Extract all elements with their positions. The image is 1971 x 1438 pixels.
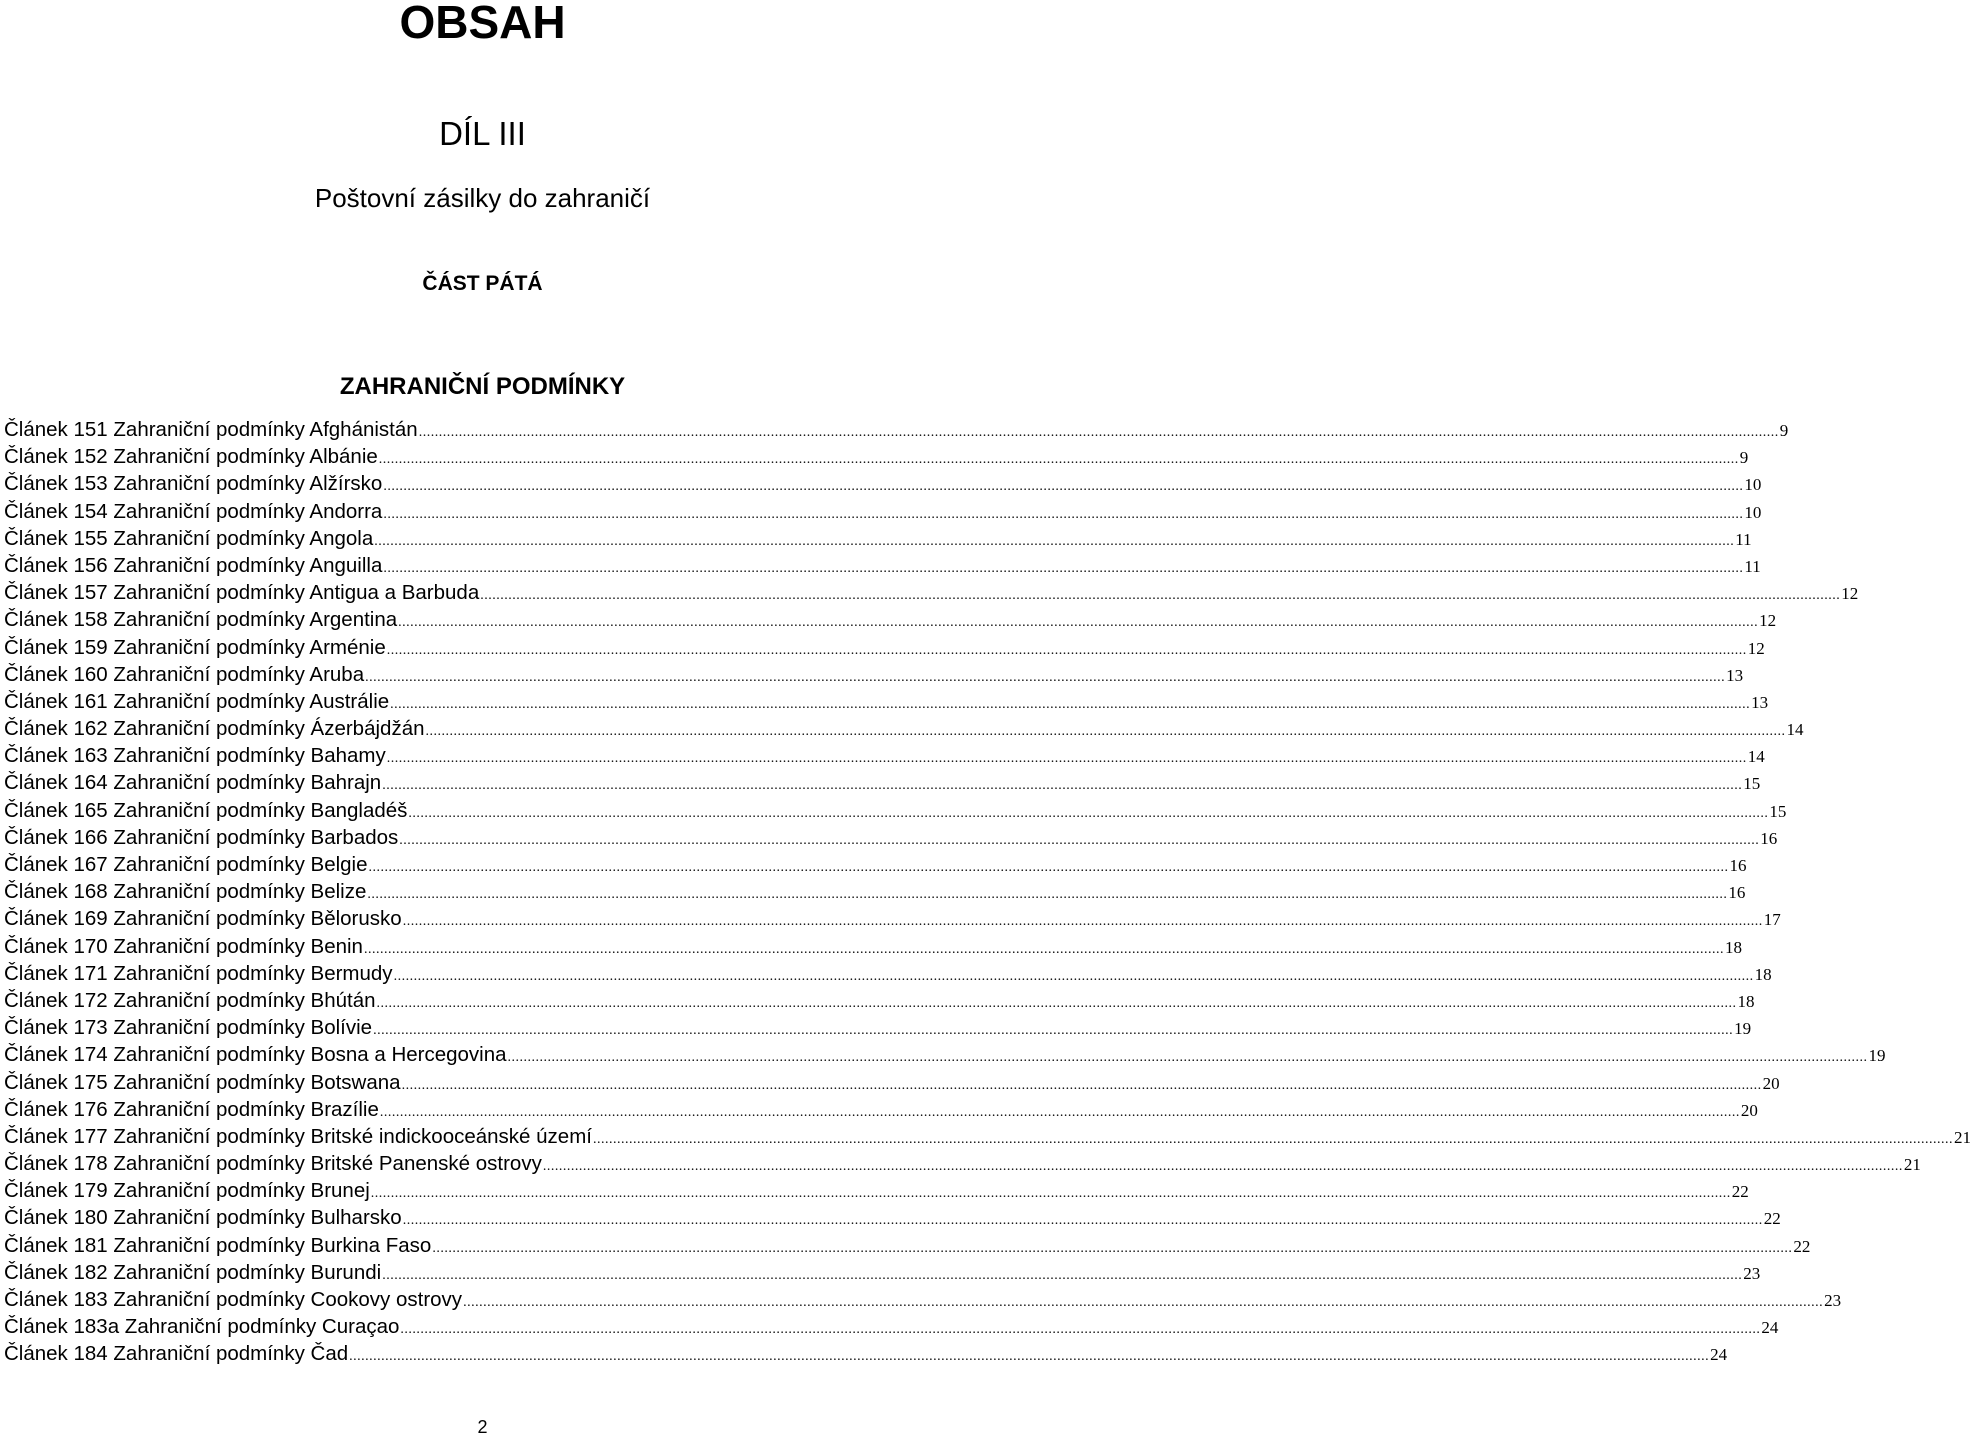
- toc-entry-title: Článek 166 Zahraniční podmínky Barbados: [4, 825, 399, 849]
- toc-entry-title: Článek 159 Zahraniční podmínky Arménie: [4, 635, 386, 659]
- toc-dot-leader: [349, 1343, 1709, 1370]
- toc-entry-title: Článek 164 Zahraniční podmínky Bahrajn: [4, 771, 382, 795]
- toc-dot-leader: [403, 1207, 1763, 1234]
- toc-entry-title: Článek 151 Zahraniční podmínky Afghánistán: [4, 418, 418, 441]
- toc-entry[interactable]: [4, 797, 1787, 824]
- toc-entry[interactable]: [4, 498, 1762, 525]
- toc-entry[interactable]: [4, 470, 1762, 497]
- toc-entry[interactable]: [4, 851, 1747, 878]
- toc-entry-page: 14: [1786, 720, 1804, 740]
- toc-entry[interactable]: [4, 1096, 1758, 1123]
- page-number: 2: [477, 1417, 488, 1437]
- part-heading: DÍL III: [439, 115, 526, 152]
- toc-entry[interactable]: [4, 1232, 1811, 1259]
- toc-entry-page: 17: [1763, 910, 1781, 930]
- toc-entry-page: 19: [1868, 1046, 1886, 1066]
- toc-dot-leader: [379, 446, 1739, 473]
- toc-entry[interactable]: [4, 661, 1744, 688]
- toc-entry-title: Článek 169 Zahraniční podmínky Bělorusko: [4, 907, 402, 931]
- toc-entry-title: Článek 158 Zahraniční podmínky Argentina: [4, 608, 398, 632]
- toc-dot-leader: [419, 419, 1779, 446]
- toc-entry-title: Článek 160 Zahraniční podmínky Aruba: [4, 662, 365, 686]
- toc-entry[interactable]: [4, 1177, 1749, 1204]
- toc-entry[interactable]: [4, 1204, 1781, 1231]
- toc-entry[interactable]: [4, 715, 1804, 742]
- toc-dot-leader: [593, 1126, 1953, 1153]
- document-title: OBSAH: [399, 0, 566, 48]
- toc-entry-page: 11: [1735, 529, 1752, 549]
- toc-entry-page: 22: [1763, 1209, 1781, 1229]
- toc-dot-leader: [402, 1072, 1762, 1099]
- toc-entry-title: Článek 156 Zahraniční podmínky Anguilla: [4, 553, 383, 577]
- toc-entry-page: 22: [1731, 1182, 1749, 1202]
- toc-entry-page: 16: [1728, 883, 1746, 903]
- toc-entry-page: 18: [1737, 991, 1755, 1011]
- toc-entry[interactable]: [4, 443, 1749, 470]
- section-heading: ČÁST PÁTÁ: [422, 272, 543, 295]
- toc-entry-title: Článek 176 Zahraniční podmínky Brazílie: [4, 1097, 379, 1121]
- toc-entry[interactable]: [4, 579, 1859, 606]
- toc-dot-leader: [364, 936, 1724, 963]
- toc-dot-leader: [373, 1017, 1733, 1044]
- toc-entry-title: Článek 182 Zahraniční podmínky Burundi: [4, 1260, 382, 1284]
- toc-entry-title: Článek 178 Zahraniční podmínky Britské Panenské ostrovy: [4, 1152, 542, 1176]
- toc-entry[interactable]: [4, 1069, 1780, 1096]
- toc-entry-page: 21: [1903, 1155, 1921, 1175]
- toc-entry-page: 20: [1740, 1100, 1758, 1120]
- toc-entry-title: Článek 157 Zahraniční podmínky Antigua a Barbuda: [4, 581, 480, 605]
- toc-entry[interactable]: [4, 1286, 1842, 1313]
- toc-dot-leader: [390, 691, 1750, 718]
- toc-entry[interactable]: [4, 1041, 1886, 1068]
- toc-entry[interactable]: [4, 1014, 1752, 1041]
- toc-entry-title: Článek 174 Zahraniční podmínky Bosna a Hercegovina: [4, 1043, 507, 1067]
- toc-entry-title: Článek 175 Zahraniční podmínky Botswana: [4, 1070, 401, 1094]
- toc-entry-page: 18: [1754, 964, 1772, 984]
- toc-entry-title: Článek 170 Zahraniční podmínky Benin: [4, 934, 363, 958]
- toc-entry[interactable]: [4, 1340, 1728, 1367]
- toc-entry[interactable]: [4, 1259, 1761, 1286]
- toc-entry-page: 10: [1744, 475, 1762, 495]
- toc-entry-page: 20: [1762, 1073, 1780, 1093]
- toc-entry-page: 23: [1743, 1263, 1761, 1283]
- toc-entry-page: 21: [1953, 1127, 1971, 1147]
- toc-dot-leader: [426, 718, 1786, 745]
- toc-entry-title: Článek 162 Zahraniční podmínky Ázerbájdžán: [4, 717, 425, 741]
- toc-entry[interactable]: [4, 606, 1777, 633]
- toc-dot-leader: [374, 528, 1734, 555]
- toc-entry-page: 12: [1759, 611, 1777, 631]
- toc-entry-title: Článek 161 Zahraniční podmínky Austrálie: [4, 689, 390, 713]
- toc-dot-leader: [383, 473, 1743, 500]
- toc-entry-title: Článek 165 Zahraniční podmínky Bangladéš: [4, 798, 408, 822]
- toc-dot-leader: [508, 1044, 1868, 1071]
- toc-entry-page: 12: [1747, 638, 1765, 658]
- toc-entry-page: 24: [1710, 1345, 1728, 1365]
- toc-entry[interactable]: [4, 525, 1752, 552]
- toc-entry-page: 12: [1841, 584, 1859, 604]
- toc-entry[interactable]: [4, 824, 1778, 851]
- toc-entry[interactable]: [4, 1313, 1779, 1340]
- toc-entry[interactable]: [4, 769, 1761, 796]
- toc-entry-page: 24: [1761, 1318, 1779, 1338]
- toc-entry-page: 19: [1734, 1019, 1752, 1039]
- toc-entry-title: Článek 152 Zahraniční podmínky Albánie: [4, 445, 378, 469]
- toc-entry-title: Článek 154 Zahraniční podmínky Andorra: [4, 499, 383, 523]
- toc-entry-page: 14: [1747, 747, 1765, 767]
- toc-dot-leader: [377, 990, 1737, 1017]
- toc-dot-leader: [380, 1099, 1740, 1126]
- toc-entry-title: Článek 181 Zahraniční podmínky Burkina Faso: [4, 1233, 432, 1257]
- toc-entry-page: 10: [1744, 502, 1762, 522]
- toc-entry-page: 23: [1824, 1291, 1842, 1310]
- toc-dot-leader: [365, 664, 1725, 691]
- toc-entry-title: Článek 163 Zahraniční podmínky Bahamy: [4, 744, 386, 768]
- toc-entry-title: Článek 172 Zahraniční podmínky Bhútán: [4, 988, 376, 1012]
- toc-entry[interactable]: [4, 933, 1742, 960]
- toc-entry[interactable]: [4, 987, 1755, 1014]
- toc-entry-page: 13: [1726, 665, 1744, 685]
- toc-entry-title: Článek 179 Zahraniční podmínky Brunej: [4, 1179, 370, 1203]
- toc-dot-leader: [543, 1153, 1903, 1180]
- toc-entry-title: Článek 183 Zahraniční podmínky Cookovy ostrovy: [4, 1288, 463, 1311]
- toc-dot-leader: [382, 1262, 1742, 1289]
- toc-entry[interactable]: [4, 1123, 1971, 1150]
- toc-entry-title: Článek 180 Zahraniční podmínky Bulharsko: [4, 1206, 402, 1230]
- toc-dot-leader: [394, 963, 1754, 990]
- toc-dot-leader: [399, 827, 1759, 854]
- toc-entry[interactable]: [4, 552, 1761, 579]
- toc-dot-leader: [432, 1235, 1792, 1262]
- table-of-contents: [4, 416, 1971, 1368]
- toc-dot-leader: [382, 772, 1742, 799]
- toc-dot-leader: [463, 1289, 1823, 1316]
- toc-dot-leader: [408, 800, 1768, 827]
- toc-entry-title: Článek 168 Zahraniční podmínky Belize: [4, 880, 367, 904]
- chapter-heading: ZAHRANIČNÍ PODMÍNKY: [339, 373, 626, 400]
- toc-dot-leader: [400, 1316, 1760, 1343]
- toc-entry-title: Článek 167 Zahraniční podmínky Belgie: [4, 853, 368, 876]
- toc-entry-title: Článek 184 Zahraniční podmínky Čad: [4, 1342, 349, 1366]
- toc-entry-title: Článek 183a Zahraniční podmínky Curaçao: [4, 1315, 400, 1339]
- toc-entry-title: Článek 173 Zahraniční podmínky Bolívie: [4, 1016, 373, 1040]
- toc-dot-leader: [367, 881, 1727, 908]
- toc-entry-title: Článek 155 Zahraniční podmínky Angola: [4, 526, 374, 550]
- toc-entry[interactable]: [4, 878, 1746, 905]
- toc-entry-page: 22: [1793, 1236, 1811, 1256]
- toc-entry[interactable]: [4, 634, 1765, 661]
- toc-entry-page: 9: [1779, 421, 1789, 440]
- toc-entry-page: 16: [1760, 828, 1778, 848]
- toc-entry-title: Článek 177 Zahraniční podmínky Britské indickooceánské území: [4, 1124, 592, 1148]
- toc-entry-title: Článek 171 Zahraniční podmínky Bermudy: [4, 961, 393, 985]
- toc-entry[interactable]: [4, 960, 1772, 987]
- toc-dot-leader: [383, 555, 1743, 582]
- toc-entry-page: 15: [1769, 801, 1787, 821]
- toc-dot-leader: [387, 745, 1747, 772]
- toc-dot-leader: [403, 908, 1763, 935]
- toc-entry-page: 9: [1739, 448, 1749, 468]
- toc-entry-page: 18: [1724, 937, 1742, 957]
- toc-dot-leader: [369, 854, 1729, 881]
- toc-entry-title: Článek 153 Zahraniční podmínky Alžírsko: [4, 472, 383, 496]
- toc-entry[interactable]: [4, 688, 1769, 715]
- toc-entry[interactable]: [4, 1150, 1921, 1177]
- toc-entry[interactable]: [4, 742, 1765, 769]
- toc-entry-page: 16: [1729, 856, 1747, 875]
- toc-entry-page: 11: [1744, 556, 1761, 576]
- toc-dot-leader: [398, 609, 1758, 636]
- toc-entry[interactable]: [4, 416, 1789, 443]
- toc-dot-leader: [387, 637, 1747, 664]
- toc-entry[interactable]: [4, 905, 1781, 932]
- part-subtitle: Poštovní zásilky do zahraničí: [314, 183, 651, 213]
- toc-dot-leader: [371, 1180, 1731, 1207]
- toc-entry-page: 15: [1743, 774, 1761, 794]
- toc-entry-page: 13: [1751, 692, 1769, 712]
- toc-dot-leader: [383, 501, 1743, 528]
- toc-dot-leader: [480, 582, 1840, 609]
